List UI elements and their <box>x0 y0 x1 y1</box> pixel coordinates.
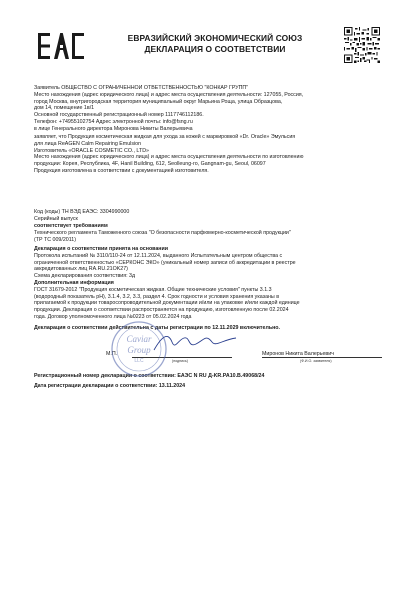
manufacturer-address-line-2: продукции: Корея, Республика, 4F, Hanil Building, 612, Seolleung-ro, Gangnam-gu, Seoul, 06097 <box>34 161 266 168</box>
test-protocol-line-1: Протокола испытаний № 3110/110-24 от 12.11.2024, выданного Испытательным центром общества с <box>34 252 283 259</box>
additional-section <box>34 280 388 321</box>
additional-line-4: продукции. Декларация о соответствии распространяется на продукцию, изготовленную после 02.2024 <box>34 307 289 314</box>
additional-heading: Дополнительная информация <box>34 280 114 286</box>
additional-line-2: (водородный показатель pH), 3.1.4, 3.2, 3.3, раздел 4. Срок годности и условия хранения указаны в <box>34 293 280 300</box>
stamp-line-1: Caviar <box>126 334 152 344</box>
handwritten-signature <box>150 328 240 358</box>
name-caption: (Ф.И.О. заявителя) <box>300 359 332 363</box>
manufacturing-note: Продукция изготовлена в соответствии с документацией изготовителя. <box>34 167 209 174</box>
applicant-contacts: Телефон: +74955102754 Адрес электронной почты: info@fsng.ru <box>34 118 193 125</box>
product-description-line-1: заявляет, что Продукция косметическая жидкая для ухода за кожей с маркировкой «Dr. Oracle» Эмульсия <box>34 134 296 140</box>
registration-date-value: 13.11.2024 <box>158 383 186 389</box>
registration-number-label: Регистрационный номер декларации о соответствии: <box>34 373 176 379</box>
basis-section <box>34 246 388 280</box>
additional-line-3: прилагаемой к продукции товаросопроводительной документации и/или на упаковке и/или каждой единице <box>34 300 300 307</box>
registration-number-value: ЕАЭС N RU Д-KR.PA10.B.49068/24 <box>177 373 265 379</box>
signature-caption: (подпись) <box>172 359 188 363</box>
validity-statement: Декларация о соответствии действительна с даты регистрации по 12.11.2029 включительно. <box>34 325 280 331</box>
eac-logo <box>38 33 84 59</box>
applicant-address-line-1: Место нахождения (адрес юридического лица) и адрес места осуществления деятельности: 127055, Россия, <box>34 91 304 98</box>
test-protocol-line-2: ограниченной ответственностью «СЕРКОНС ЭКО» (уникальный номер записи об аккредитации в реестре <box>34 259 296 266</box>
document-header <box>96 33 334 55</box>
codes-section <box>34 209 388 223</box>
registration-date-row <box>34 383 388 390</box>
conformity-heading: соответствует требованиям <box>34 223 108 229</box>
applicant-address-line-2: город Москва, внутригородская территория муниципальный округ Марьина Роща, улица Образцова, <box>34 98 283 105</box>
name-line <box>262 357 382 358</box>
registration-number-row <box>34 373 388 380</box>
release-type: Серийный выпуск <box>34 215 78 222</box>
additional-line-1: ГОСТ 31679-2012 "Продукция косметическая жидкая. Общие технические условия" пункты 3.1.3 <box>34 286 272 293</box>
applicant-representative: в лице Генерального директора Миронова Никиты Валерьевича <box>34 125 193 132</box>
applicant-section <box>34 85 388 133</box>
test-protocol-line-3: аккредитованных лиц RA.RU.21OK27) <box>34 266 128 273</box>
stamp-line-3: LLC <box>134 358 144 364</box>
applicant-ogrn: Основной государственный регистрационный номер 1117746112186. <box>34 112 204 119</box>
basis-heading: Декларация о соответствии принята на основании <box>34 246 169 252</box>
technical-regulation: Технического регламента Таможенного союза "О безопасности парфюмерно-косметической продукции" <box>34 229 291 236</box>
union-title: ЕВРАЗИЙСКИЙ ЭКОНОМИЧЕСКИЙ СОЮЗ <box>127 33 303 43</box>
manufacturer-address-line-1: Место нахождения (адрес юридического лица) и адрес места осуществления деятельности по изготовлению <box>34 154 304 161</box>
stamp-place-label: М.П. <box>106 351 118 357</box>
manufacturer: Изготовитель «ORACLE COSMETIC CO., LTD» <box>34 147 149 154</box>
technical-regulation-code: (ТР ТС 009/2011) <box>34 236 76 243</box>
document-title: ДЕКЛАРАЦИЯ О СООТВЕТСТВИИ <box>144 44 286 54</box>
applicant-address-line-3: дом 14, помещение 1в/1 <box>34 105 95 112</box>
product-description-line-2: для лица ReAGEN Calm Repairing Emulsion <box>34 140 142 147</box>
tn-ved-code: Код (коды) ТН ВЭД ЕАЭС: 3304990000 <box>34 209 130 215</box>
registration-date-label: Дата регистрации декларации о соответствии: <box>34 383 158 389</box>
qr-code-icon <box>344 27 380 63</box>
product-section <box>34 134 388 175</box>
additional-line-5: года. Договор уполномоченного лица №0223 от 05.02.2024 года <box>34 313 192 320</box>
stamp-line-2: Group <box>127 345 151 355</box>
conformity-section <box>34 223 388 243</box>
signatory-name: Миронов Никита Валерьевич <box>262 351 334 357</box>
applicant-name: Заявитель ОБЩЕСТВО С ОГРАНИЧЕННОЙ ОТВЕТСТВЕННОСТЬЮ "КОНКАР ГРУПП" <box>34 85 249 91</box>
declaration-scheme: Схема декларирования соответствия: 3д <box>34 273 136 280</box>
